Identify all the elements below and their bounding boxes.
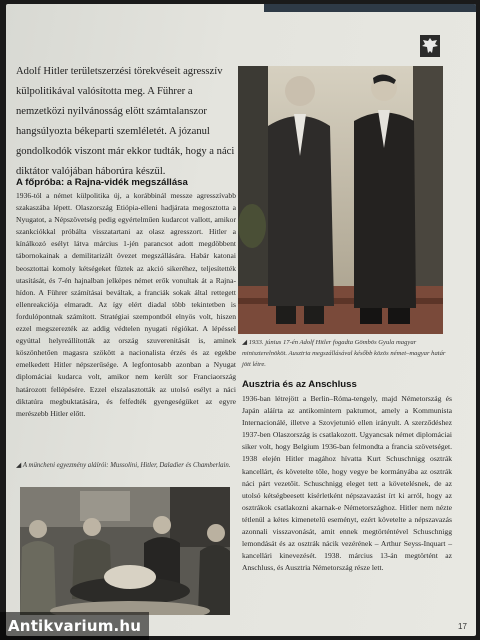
photo-caption-munich [16, 460, 231, 471]
triangle-marker-icon: ◢ [242, 339, 249, 346]
intro-paragraph: Adolf Hitler területszerzési törekvéseit agresszív külpolitikával valósította meg. A Führer a nemzetközi nyilvánosság elött számtalanszor hangsúlyozta békeparti szemléletét. A józanul gondolkodók viszont már ekkor tudták, hogy a náci diktátor valójában háborúra készül. [16, 66, 235, 177]
section-body-anschluss: 1936-ban létrejött a Berlin–Róma-tengely, majd Németország és Japán aláírta az antikomintern paktumot, amely a Kommunista Internacionálé, illetve a Szovjetunió ellen irányult. A szerződéshez 1937-ben Olaszország is csatlakozott. Ugyancsak német diplomáciai siker volt, hogy Belgium 1936-ban felmondta a francia szövetséget. 1938 elején Hitler magához hívatta Kurt Schuschnigg osztrák kancellárt, és követelte tőle, hogy vegye be kormányába az osztrák náci párt vezetőit. Schuschnigg eleget tett a követelésnek, de az utolsó kétségbeesett kísérletként népszavazást írt ki arról, hogy az osztrákok csatlakozni akarnak-e Németországhoz. Hitler nem nézte tétlenül a kétes kimenetelű eseményt, ezért követelte a népszavazás azonnali visszavonását, amit ennek megtörténtével Schuschnigg lemondását és az osztrák nácik vezérének – Arthur Seyss-Inquart – kancellári kinevezését. 1938. március 13-án megtörtént az Anschluss, és Ausztria Németország része lett. [242, 394, 452, 573]
photo-munich-agreement [20, 487, 230, 615]
section-heading-rhineland: A főpróba: a Rajna-vidék megszállása [16, 177, 188, 188]
photo-hitler-gombos [238, 66, 443, 334]
book-page [6, 4, 476, 636]
photo-caption-gombos [242, 338, 447, 370]
caption-text: 1933. június 17-én Adolf Hitler fogadta Gömbös Gyula magyar miniszterelnököt. Ausztria megszállásával később közös német–magyar határ jött létre. [242, 339, 446, 368]
triangle-marker-icon: ◢ [16, 462, 23, 469]
photo-illustration [20, 487, 230, 615]
section-body-rhineland: 1936-tól a német külpolitika új, a korábbinál messze agresszívabb szakaszába lépett. Olaszország Etiópia-elleni hadjárata megosztotta a Nyugatot, a Népszövetség pedig egyértelműen kudarcot vallott, amikor szankciókkal próbálta visszatartani az olasz agresszort. Hitler a kínálkozó esélyt látva március 1-jén parancsot adott megdöbbent tábornokainak a demilitarizált övezet megszállására. Habár katonai beosztottai komoly kétségeket fűztek az akció sikeréhez, teljesítették utasítását, és 7-én hajnalban jelképes német erők vonultak át a Rajna-hídon. A Führer számításai beváltak, a franciák sokak által rettegett ellenreakciója elmaradt. Az így elért diadal több tekintetben is fordulópontnak számított. Stratégiai szempontból elnyös volt, hiszen ezzel megszerezték az addig védtelen nyugati régiókat. A lépéssel egyúttal helyreállították az ország szuverenitását is, aminek köszönhetően magasra szökött a nacionalista érzés és az egekbe emelkedett Hitler népszerűsége. A legfontosabb azonban a Nyugat diplomáciai kudarca volt, amikor nem került sor Franciaország határozott fellépésére. Ezzel elszalasztották az utolsó esélyt a náci diktatúra megbuktatására, és felfedték gyengeségüket az egyre merészebb Hitler előtt. [16, 191, 236, 418]
page-number: 17 [458, 622, 467, 631]
section-heading-anschluss: Ausztria és az Anschluss [242, 379, 357, 390]
watermark-logo: Antikvarium.hu [0, 612, 149, 640]
top-color-band [264, 4, 476, 12]
eagle-emblem-icon [420, 35, 440, 57]
photo-illustration [238, 66, 443, 334]
caption-text: A müncheni egyezmény aláírói: Mussolini, Hitler, Daladier és Chamberlain. [22, 462, 231, 469]
